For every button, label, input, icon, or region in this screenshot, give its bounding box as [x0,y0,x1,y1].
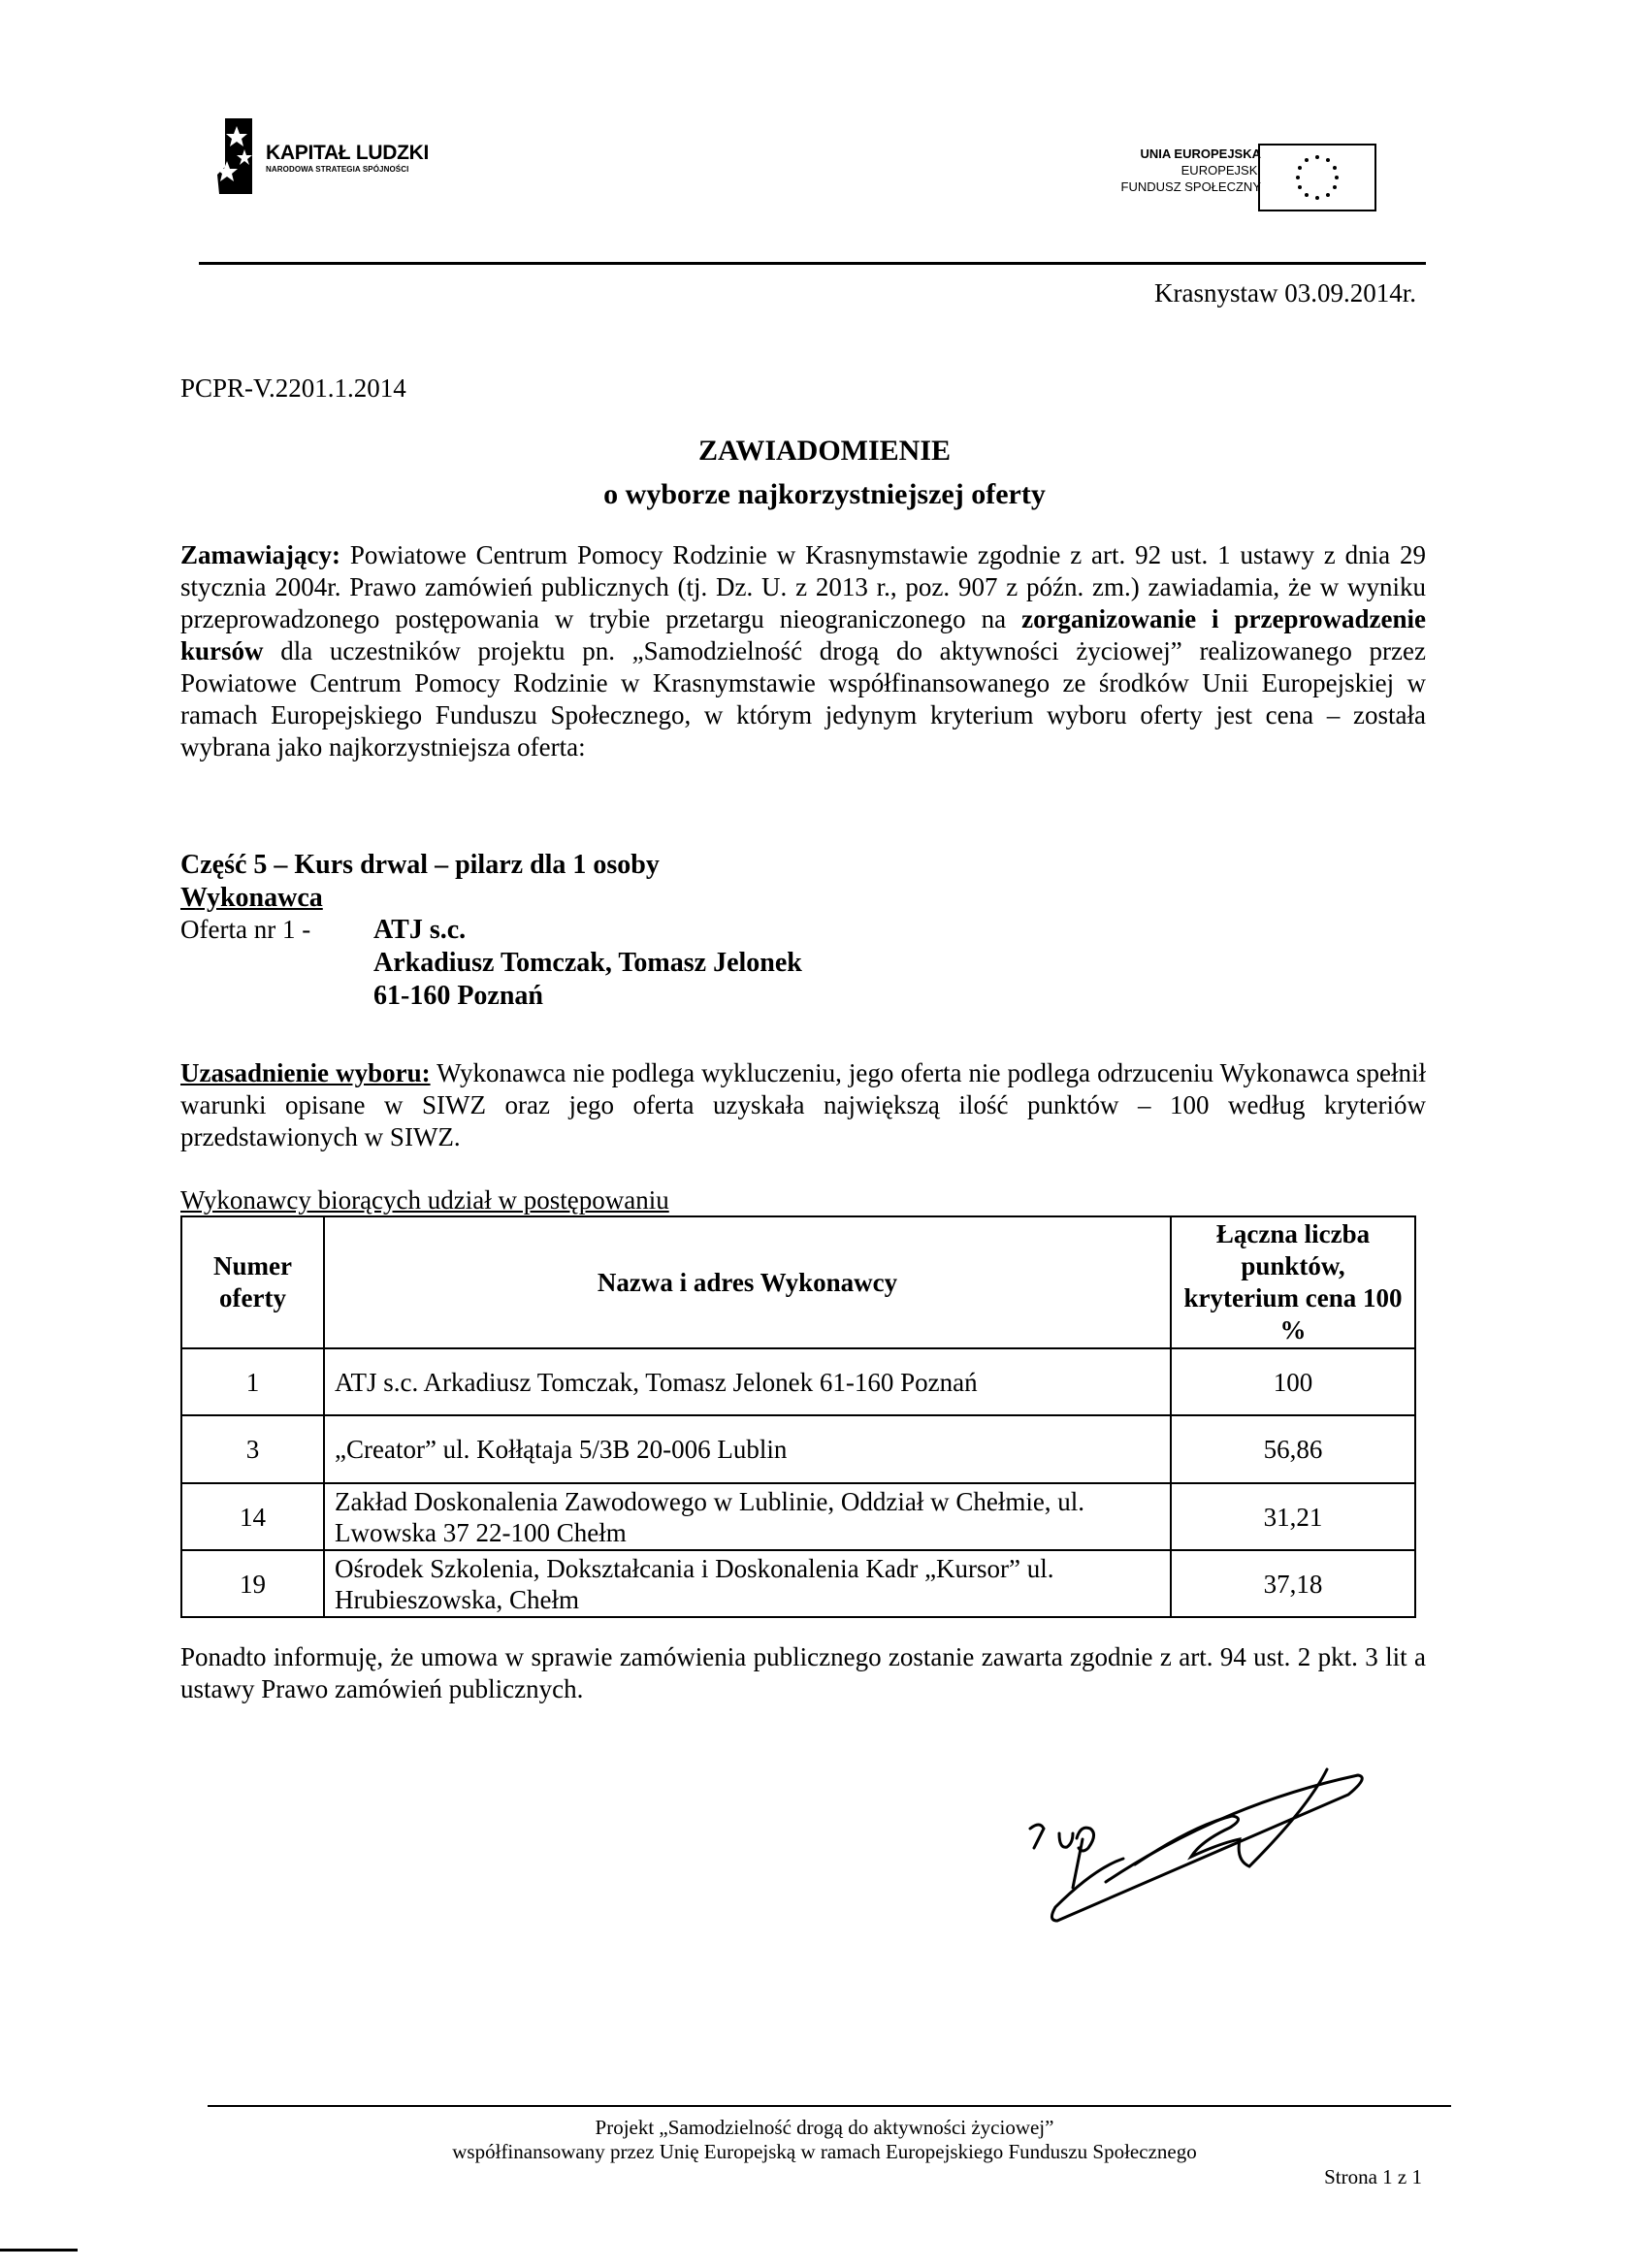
offer-number: 19 [181,1550,324,1617]
part-heading: Część 5 – Kurs drwal – pilarz dla 1 osoby [180,850,660,880]
footer-project-line: Projekt „Samodzielność drogą do aktywności życiowej” [595,2116,1054,2139]
justification-paragraph [180,1057,1426,1153]
offer-points: 100 [1171,1348,1415,1415]
justification-text: Wykonawca nie podlega wykluczeniu, jego oferta nie podlega odrzuceniu Wykonawca spełnił warunki opisane w SIWZ oraz jego oferta uzyskała największą ilość punktów – 100 według kryteriów przedstawionych w SIWZ. [180,1058,1427,1151]
offer-points: 37,18 [1171,1550,1415,1617]
kapital-ludzki-logo-icon [215,116,258,196]
footer-divider [208,2105,1451,2107]
eu-line-3: FUNDUSZ SPOŁECZNY [1120,179,1261,194]
document-date: Krasnystaw 03.09.2014r. [1154,278,1416,308]
offers-table [180,1215,1416,1618]
offer-line-1: ATJ s.c. [373,915,467,945]
handwritten-signature-icon [980,1746,1406,1930]
table-caption [180,1185,669,1215]
reference-number: PCPR-V.2201.1.2014 [180,373,406,403]
table-caption-text: Wykonawcy biorących udział w postępowaniu [180,1185,669,1215]
offer-line-2: Arkadiusz Tomczak, Tomasz Jelonek [373,948,802,978]
justification-label: Uzasadnienie wyboru: [180,1058,431,1087]
intro-paragraph [180,539,1426,763]
eu-line-1: UNIA EUROPEJSKA [1140,146,1261,161]
offer-number: 14 [181,1483,324,1550]
contractor-name: „Creator” ul. Kołłątaja 5/3B 20-006 Lublin [324,1415,1171,1483]
header-contractor-name: Nazwa i adres Wykonawcy [324,1216,1171,1348]
intro-label: Zamawiający: [180,540,340,569]
table-row [181,1415,1415,1483]
scan-artifact-line [0,2249,78,2252]
document-title: ZAWIADOMIENIE [697,435,952,467]
kapital-ludzki-title: KAPITAŁ LUDZKI [266,142,430,164]
offer-number: 3 [181,1415,324,1483]
contractor-name: Ośrodek Szkolenia, Dokształcania i Doskonalenia Kadr „Kursor” ul. Hrubieszowska, Chełm [324,1550,1171,1617]
contractor-label: Wykonawca [180,883,323,913]
table-row [181,1483,1415,1550]
header-offer-number: Numer oferty [181,1216,324,1348]
offer-number: 1 [181,1348,324,1415]
contractor-name: Zakład Doskonalenia Zawodowego w Lublinie, Oddział w Chełmie, ul. Lwowska 37 22-100 Chełm [324,1483,1171,1550]
closing-paragraph: Ponadto informuję, że umowa w sprawie zamówienia publicznego zostanie zawarta zgodnie z art. 94 ust. 2 pkt. 3 lit a ustawy Prawo zamówień publicznych. [180,1642,1426,1703]
offer-points: 56,86 [1171,1415,1415,1483]
footer-funding-line: współfinansowany przez Unię Europejską w ramach Europejskiego Funduszu Społecznego [452,2140,1197,2163]
table-row [181,1348,1415,1415]
header-points: Łączna liczba punktów, kryterium cena 100 % [1171,1216,1415,1348]
offer-line-3: 61-160 Poznań [373,981,543,1011]
offer-label: Oferta nr 1 - [180,915,311,944]
table-header-row [181,1216,1415,1348]
intro-text-1: Powiatowe Centrum Pomocy Rodzinie w Krasnymstawie zgodnie z art. 92 ust. 1 ustawy z dnia 29 stycznia 2004r. Prawo zamówień publicznych (tj. Dz. U. z 2013 r., poz. 907 z późn. zm.) zawiadamia, że w wyniku przeprowadzonego postępowania w trybie przetargu nieograniczonego na [180,540,1426,633]
page-number: Strona 1 z 1 [1324,2165,1422,2188]
kapital-ludzki-subtitle: NARODOWA STRATEGIA SPÓJNOŚCI [266,165,409,174]
document-subtitle: o wyborze najkorzystniejszej oferty [603,478,1046,510]
eu-line-2: EUROPEJSKI [1180,163,1261,178]
eu-flag-icon [1258,144,1376,211]
header-divider [199,262,1426,265]
eu-logo-text [1121,146,1261,195]
offer-points: 31,21 [1171,1483,1415,1550]
intro-text-2: dla uczestników projektu pn. „Samodzielność drogą do aktywności życiowej” realizowanego przez Powiatowe Centrum Pomocy Rodzinie w Krasnymstawie współfinansowanego ze środków Unii Europejskiej w ramach Europejskiego Funduszu Społecznego, w którym jedynym kryterium wyboru oferty jest cena – została wybrana jako najkorzystniejsza oferta: [180,636,1426,761]
contractor-name: ATJ s.c. Arkadiusz Tomczak, Tomasz Jelonek 61-160 Poznań [324,1348,1171,1415]
table-row [181,1550,1415,1617]
intro-bold-text: zorganizowanie i przeprowadzenie kursów [180,604,1427,665]
